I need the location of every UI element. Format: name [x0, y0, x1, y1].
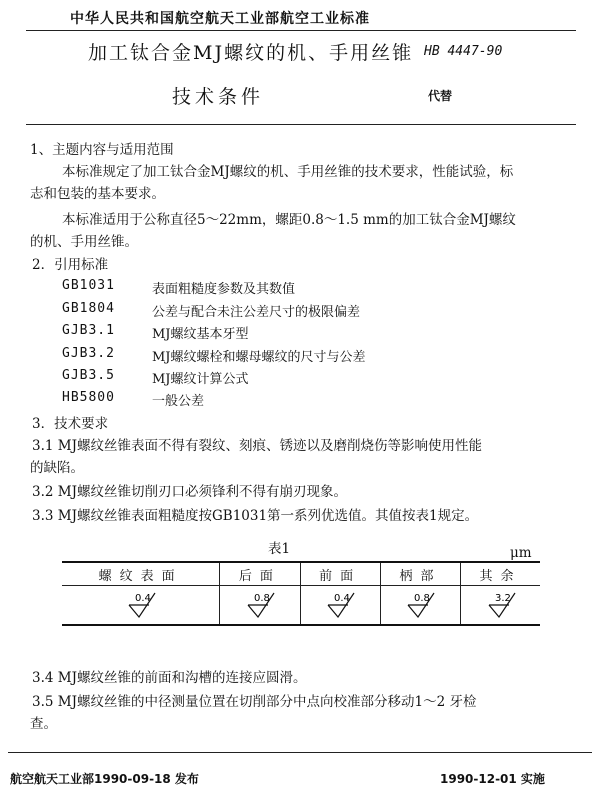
effective-date: 1990-12-01 实施 — [440, 772, 545, 786]
roughness-table — [62, 561, 540, 626]
reference-desc: 一般公差 — [152, 394, 205, 409]
issue-date: 航空航天工业部1990-09-18 发布 — [10, 772, 199, 786]
document-subtitle: 技术条件 — [172, 86, 265, 108]
clause-3-2: 3.2 MJ螺纹丝锥切削刃口必须锋利不得有崩刃现象。 — [32, 484, 347, 500]
clause-3-3: 3.3 MJ螺纹丝锥表面粗糙度按GB1031第一系列优选值。其值按表1规定。 — [32, 508, 479, 524]
reference-desc: 表面粗糙度参数及其数值 — [152, 282, 296, 297]
issuing-organization: 中华人民共和国航空航天工业部航空工业标准 — [70, 11, 370, 27]
table-cell — [380, 586, 460, 626]
table-header: 前面 — [300, 562, 380, 586]
table-header: 其余 — [461, 562, 540, 586]
section-1-heading: 1、主题内容与适用范围 — [30, 142, 174, 158]
roughness-value: 0.4 — [334, 593, 351, 604]
clause-3-5-cont: 查。 — [30, 716, 57, 732]
document-title: 加工钛合金MJ螺纹的机、手用丝锥 — [88, 42, 414, 64]
reference-desc: MJ螺纹螺栓和螺母螺纹的尺寸与公差 — [152, 350, 366, 365]
section-1-paragraph: 本标准规定了加工钛合金MJ螺纹的机、手用丝锥的技术要求，性能试验，标 — [62, 164, 514, 180]
reference-desc: MJ螺纹基本牙型 — [152, 327, 249, 342]
header-rule — [26, 30, 576, 31]
roughness-symbol-icon — [400, 589, 440, 621]
clause-3-1: 3.1 MJ螺纹丝锥表面不得有裂纹、刻痕、锈迹以及磨削烧伤等影响使用性能 — [32, 438, 482, 454]
roughness-symbol-icon — [121, 589, 161, 621]
table-cell — [62, 586, 220, 626]
roughness-value: 3.2 — [494, 593, 511, 604]
replaces-label: 代替 — [428, 89, 453, 103]
section-2-heading: 2．引用标准 — [32, 257, 109, 273]
clause-3-1-cont: 的缺陷。 — [30, 460, 84, 476]
reference-desc: MJ螺纹计算公式 — [152, 372, 249, 387]
clause-3-4: 3.4 MJ螺纹丝锥的前面和沟槽的连接应圆滑。 — [32, 670, 307, 686]
roughness-symbol-icon — [481, 589, 521, 621]
section-3-heading: 3．技术要求 — [32, 416, 109, 432]
title-rule — [26, 124, 576, 125]
section-1-scope-cont: 的机、手用丝锥。 — [30, 234, 138, 250]
table-cell — [220, 586, 300, 626]
table-header: 螺纹表面 — [62, 562, 220, 586]
footer-rule — [8, 752, 592, 753]
reference-code: GJB3.2 — [62, 346, 115, 361]
reference-code: GB1031 — [62, 278, 115, 293]
reference-code: GJB3.5 — [62, 368, 115, 383]
section-1-scope: 本标准适用于公称直径5～22mm，螺距0.8～1.5 mm的加工钛合金MJ螺纹 — [62, 212, 516, 228]
table-unit: μm — [510, 545, 532, 561]
reference-code: GJB3.1 — [62, 323, 115, 338]
reference-code: HB5800 — [62, 390, 115, 405]
table-header: 柄部 — [380, 562, 460, 586]
reference-desc: 公差与配合未注公差尺寸的极限偏差 — [152, 305, 361, 320]
roughness-value: 0.8 — [414, 593, 431, 604]
standard-number: HB 4447-90 — [424, 44, 503, 59]
roughness-symbol-icon — [240, 589, 280, 621]
roughness-value: 0.4 — [134, 593, 151, 604]
table-header: 后面 — [220, 562, 300, 586]
table-cell — [461, 586, 540, 626]
roughness-symbol-icon — [320, 589, 360, 621]
clause-3-5: 3.5 MJ螺纹丝锥的中径测量位置在切削部分中点向校准部分移动1～2 牙检 — [32, 694, 477, 710]
table-caption: 表1 — [268, 541, 291, 557]
roughness-value: 0.8 — [253, 593, 270, 604]
reference-code: GB1804 — [62, 301, 115, 316]
table-cell — [300, 586, 380, 626]
section-1-paragraph-cont: 志和包装的基本要求。 — [30, 186, 165, 202]
